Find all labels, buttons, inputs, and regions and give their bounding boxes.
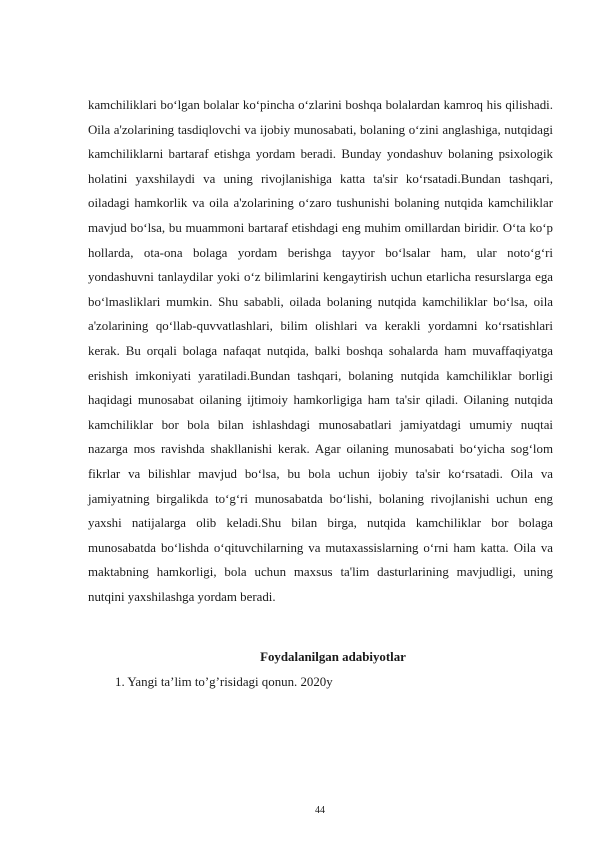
page-number: 44 (315, 805, 325, 816)
references-heading: Foydalanilgan adabiyotlar (260, 650, 406, 664)
reference-item: 1. Yangi ta’lim to’g’risidagi qonun. 2020y (115, 675, 333, 689)
body-paragraph: kamchiliklari bo‘lgan bolalar ko‘pincha o‘zlarini boshqa bolalardan kamroq his qilishadi. Oila a'zolarining tasdiqlovchi va ijobiy munosabati, bolaning o‘zini anglashiga, nutqidagi kamchiliklarni bartaraf etishga yordam beradi. Bunday yondashuv bolaning psixologik holatini yaxshilaydi va uning rivojlanishiga katta ta'sir ko‘rsatadi.Bundan tashqari, oiladagi hamkorlik va oila a'zolarining o‘zaro tushunishi bolaning nutqida kamchiliklar mavjud bo‘lsa, bu muammoni bartaraf etishdagi eng muhim omillardan biridir. O‘ta ko‘p hollarda, ota-ona bolaga yordam berishga tayyor bo‘lsalar ham, ular noto‘g‘ri yondashuvni tanlaydilar yoki o‘z bilimlarini kengaytirish uchun etarlicha resurslarga ega bo‘lmasliklari mumkin. Shu sababli, oilada bolaning nutqida kamchiliklar bo‘lsa, oila a'zolarining qo‘llab-quvvatlashlari, bilim olishlari va kerakli yordamni ko‘rsatishlari kerak. Bu orqali bolaga nafaqat nutqida, balki boshqa sohalarda ham muvaffaqiyatga erishish imkoniyati yaratiladi.Bundan tashqari, bolaning nutqida kamchiliklar borligi haqidagi munosabat oilaning ijtimoiy hamkorligiga ham ta'sir qiladi. Oilaning nutqida kamchiliklar bor bola bilan ishlashdagi munosabatlari jamiyatdagi umumiy nuqtai nazarga mos ravishda shakllanishi kerak. Agar oilaning munosabati bo‘yicha sog‘lom fikrlar va bilishlar mavjud bo‘lsa, bu bola uchun ijobiy ta'sir ko‘rsatadi. Oila va jamiyatning birgalikda to‘g‘ri munosabatda bo‘lishi, bolaning rivojlanishi uchun eng yaxshi natijalarga olib keladi.Shu bilan birga, nutqida kamchiliklar bor bolaga munosabatda bo‘lishda o‘qituvchilarning va mutaxassislarning o‘rni ham katta. Oila va maktabning hamkorligi, bola uchun maxsus ta'lim dasturlarining mavjudligi, uning nutqini yaxshilashga yordam beradi. (88, 98, 553, 604)
references-list (115, 672, 555, 692)
